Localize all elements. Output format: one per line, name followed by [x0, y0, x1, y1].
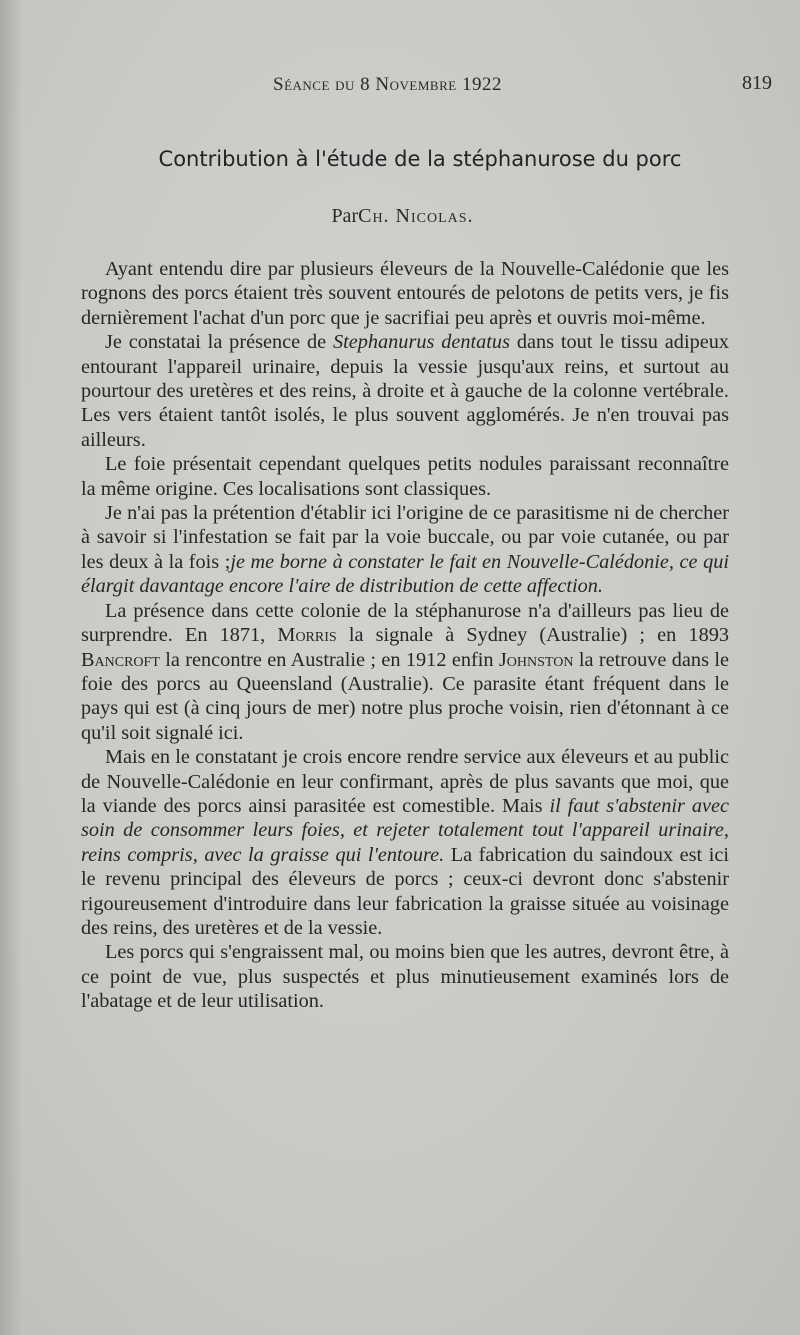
- article-title-text: Contribution à l'étude de la stéphanurose du porc: [158, 147, 682, 171]
- paragraph-2-text: Je constatai la présence de: [105, 331, 333, 354]
- author-ref-johnston: Johnston: [498, 648, 574, 671]
- article-author: [0, 205, 800, 228]
- paragraph-5-text-4: la retrouve dans le foie des porcs au Queensland (Australie). Ce parasite étant fréquent dans le pays qui est (à cinq jours de mer) notre plus proche voisin, rien d'étonnant à ce qu'il soit signalé ici.: [81, 648, 729, 744]
- paragraph-5-text-3: la rencontre en Australie ; en 1912 enfin: [159, 648, 499, 671]
- article-body: [81, 257, 729, 1014]
- species-name: Stephanurus dentatus: [332, 331, 510, 354]
- paragraph-1: Ayant entendu dire par plusieurs éleveurs de la Nouvelle-Calédonie que les rognons des porcs étaient très souvent entourés de pelotons de petits vers, je fis dernièrement l'achat d'un porc que je sacrifiai peu après et ouvris moi-même.: [81, 258, 729, 329]
- paragraph-5-text-2: la signale à Sydney (Australie) ; en 1893: [336, 624, 729, 647]
- page-header: [0, 70, 800, 100]
- paragraph-4-text: Je n'ai pas la prétention d'établir ici l'origine de ce parasitisme ni de chercher à savoir si l'infestation se fait par la voie buccale, ou par voie cutanée, ou par les deux à la fois ;: [81, 502, 729, 573]
- author-prefix: Par: [331, 205, 359, 227]
- paragraph-2: [81, 330, 729, 452]
- paragraph-7: Les porcs qui s'engraissent mal, ou moins bien que les autres, devront être, à ce point de vue, plus suspectés et plus minutieusement examinés lors de l'abatage et de leur utilisation.: [81, 941, 729, 1013]
- author-name: Ch. Nicolas.: [358, 205, 474, 227]
- paragraph-3: Le foie présentait cependant quelques petits nodules paraissant reconnaître la même origine. Ces localisations sont classiques.: [81, 453, 729, 500]
- binding-shadow: [0, 0, 22, 1335]
- paragraph-6-text: Mais en le constatant je crois encore rendre service aux éleveurs et au public de Nouvelle-Calédonie en leur confirmant, après de plus savants que moi, que la viande des porcs ainsi parasitée est comestible. Mais: [81, 746, 729, 817]
- paragraph-6: [81, 745, 729, 940]
- paragraph-6-italic: il faut s'abstenir avec soin de consommer leurs foies, et rejeter totalement tout l'appareil urinaire, reins compris, avec la graisse qui l'entoure.: [81, 794, 729, 866]
- paragraph-4-italic: je me borne à constater le fait en Nouvelle-Calédonie, ce qui élargit davantage encore l'aire de distribution de cette affection.: [81, 550, 729, 598]
- running-head: Séance du 8 Novembre 1922: [273, 74, 502, 95]
- paragraph-6-text-cont: La fabrication du saindoux est ici le revenu principal des éleveurs de porcs ; ceux-ci devront donc s'abstenir rigoureusement d'introduire dans leur fabrication la graisse située au voisinage des reins, des uretères et de la vessie.: [81, 843, 730, 939]
- author-ref-bancroft: Bancroft: [81, 648, 160, 671]
- paragraph-5-text: La présence dans cette colonie de la stéphanurose n'a d'ailleurs pas lieu de surprendre. En 1871,: [81, 599, 729, 647]
- paragraph-4: [81, 501, 729, 599]
- page-number: 819: [742, 72, 772, 94]
- author-ref-morris: Morris: [277, 624, 337, 647]
- paragraph-2-text-cont: dans tout le tissu adipeux entourant l'appareil urinaire, depuis la vessie jusqu'aux reins, et surtout au pourtour des uretères et des reins, à droite et à gauche de la colonne vertébrale. Les vers étaient tantôt isolés, le plus souvent agglomérés. Je n'en trouvai pas ailleurs.: [81, 331, 730, 451]
- paragraph-5: [81, 599, 729, 745]
- article-title: [0, 147, 800, 171]
